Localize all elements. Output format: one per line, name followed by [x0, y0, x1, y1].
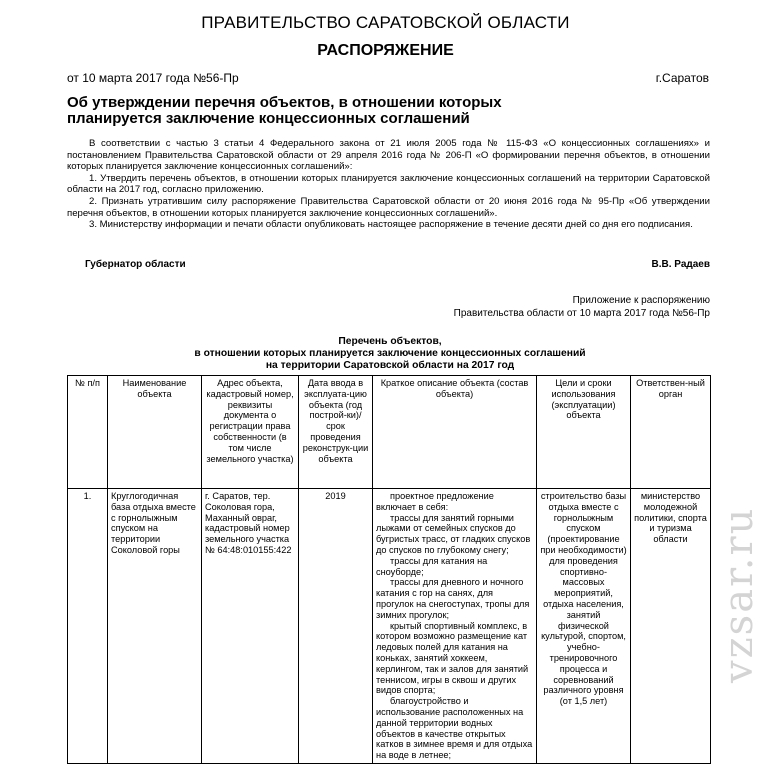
cell-goals: строительство базы отдыха вместе с горнолыжным спуском (проектирование при необходимости) для проведения спортивно-массовых мероприятий, отдыха населения, занятий физической культурой, спортом, учебно-тренировочного процесса и соревнований различного уровня (от 1,5 лет) [537, 489, 631, 764]
cell-year: 2019 [299, 489, 373, 764]
objects-table [67, 375, 711, 764]
list-title-line-1: Перечень объектов, [338, 336, 442, 347]
list-title-line-2: в отношении которых планируется заключение концессионных соглашений [194, 347, 586, 359]
signature-block [85, 259, 710, 270]
document-title [67, 95, 607, 127]
header-address: Адрес объекта, кадастровый номер, реквизиты документа о регистрации права собственности (в том числе земельного участка) [202, 376, 299, 489]
body-paragraph: 1. Утвердить перечень объектов, в отношении которых планируется заключение концессионных соглашений на территории Саратовской области на 2017 год, согласно приложению. [67, 172, 710, 196]
table-row [68, 489, 711, 764]
date-line [67, 71, 709, 85]
document-body [67, 138, 710, 231]
annex-line-1: Приложение к распоряжению [572, 295, 710, 306]
header-name: Наименование объекта [108, 376, 202, 489]
header-date: Дата ввода в эксплуата-цию объекта (год построй-ки)/ срок проведения реконструк-ции объекта [299, 376, 373, 489]
cell-num: 1. [68, 489, 108, 764]
city: г.Саратов [655, 71, 709, 85]
header-description: Краткое описание объекта (состав объекта) [373, 376, 537, 489]
cell-description [373, 489, 537, 764]
description-line: благоустройство и использование расположенных на данной территории водных объектов в качестве открытых катков в зимнее время и для отдыха на воде в летнее; [376, 696, 533, 761]
header-responsible: Ответствен-ный орган [631, 376, 711, 489]
date-number: от 10 марта 2017 года №56-Пр [67, 71, 239, 85]
header-num: № п/п [68, 376, 108, 489]
description-line: крытый спортивный комплекс, в котором возможно размещение кат ледовых полей для катания на коньках, занятий хоккеем, керлингом, так и залов для занятий теннисом, игры в сквош и других видов спорта; [376, 620, 529, 696]
header-goals: Цели и сроки использования (эксплуатации) объекта [537, 376, 631, 489]
signature-position: Губернатор области [85, 259, 186, 270]
title-line-1: Об утверждении перечня объектов, в отношении которых [67, 94, 502, 111]
body-paragraph: В соответствии с частью 3 статьи 4 Федерального закона от 21 июля 2005 года № 115-ФЗ «О концессионных соглашениях» и постановлением Правительства Саратовской области от 29 апреля 2016 года № 206-П «О формировании перечня объектов, в отношении которых планируется заключение концессионных соглашений»: [67, 138, 710, 173]
title-line-2: планируется заключение концессионных соглашений [67, 110, 470, 127]
description-line: трассы для катания на сноуборде; [376, 555, 488, 577]
signature-name: В.В. Радаев [651, 259, 710, 270]
body-paragraph: 3. Министерству информации и печати области опубликовать настоящее распоряжение в течение десяти дней со дня его подписания. [89, 219, 693, 231]
list-title [80, 336, 700, 371]
watermark: vzsar.ru [716, 506, 762, 684]
cell-address: г. Саратов, тер. Соколовая гора, Маханный овраг, кадастровый номер земельного участка № 64:48:010155:422 [202, 489, 299, 764]
description-line: трассы для дневного и ночного катания с гор на санях, для прогулок на снегоступах, тропы для зимних прогулок; [376, 577, 530, 620]
annex-note [380, 294, 710, 320]
government-name: ПРАВИТЕЛЬСТВО САРАТОВСКОЙ ОБЛАСТИ [201, 13, 570, 32]
document-type: РАСПОРЯЖЕНИЕ [317, 42, 454, 59]
body-paragraph: 2. Признать утратившим силу распоряжение Правительства Саратовской области от 20 июня 2016 года № 95-Пр «Об утверждении перечня объектов, в отношении которых планируется заключение концессионных соглашений». [67, 195, 710, 219]
annex-line-2: Правительства области от 10 марта 2017 года №56-Пр [453, 308, 710, 319]
cell-name: Круглогодичная база отдыха вместе с горнолыжным спуском на территории Соколовой горы [108, 489, 202, 764]
description-line: трассы для занятий горными лыжами от семейных спусков до бугристых трасс, от гладких спусков до спусков по глубокому снегу; [376, 512, 531, 555]
list-title-line-3: на территории Саратовской области на 2017 год [265, 359, 515, 371]
cell-responsible: министерство молодежной политики, спорта и туризма области [631, 489, 711, 764]
description-line: проектное предложение включает в себя: [376, 491, 494, 512]
table-header-row [68, 376, 711, 489]
